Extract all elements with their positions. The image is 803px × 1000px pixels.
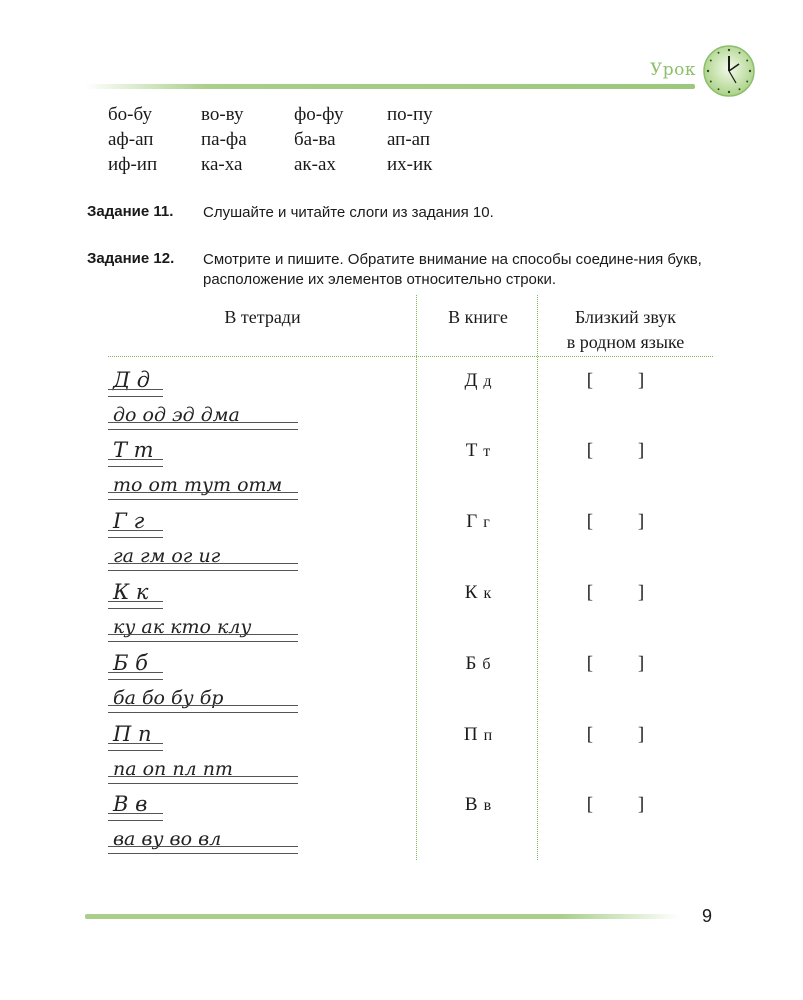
sound-brackets: [ ]	[586, 724, 665, 745]
syllable: ап-ап	[387, 129, 431, 150]
sound-brackets: [ ]	[586, 511, 665, 532]
ruled-line	[108, 530, 163, 538]
table-row	[0, 574, 803, 644]
sound-brackets: [ ]	[586, 440, 665, 461]
sound-brackets: [ ]	[586, 794, 665, 815]
sound-brackets: [ ]	[586, 370, 665, 391]
ruled-line	[108, 634, 298, 642]
syllable-row	[108, 127, 480, 152]
book-lower: в	[483, 797, 492, 814]
task-label: Задание 11.	[87, 203, 174, 220]
table-row	[0, 645, 803, 715]
cursive-words: га гм ог иг	[113, 545, 221, 567]
ruled-line	[108, 563, 298, 571]
table-row	[0, 786, 803, 856]
syllable: ба-ва	[294, 129, 336, 150]
book-upper: П	[463, 724, 478, 745]
cursive-words: то от тут отм	[113, 474, 283, 496]
cursive-letters: П п	[113, 722, 152, 746]
cursive-letters: Б б	[113, 651, 148, 675]
cursive-words: до од эд дма	[113, 404, 240, 426]
book-letters	[420, 724, 536, 746]
ruled-line	[108, 601, 163, 609]
syllable-row	[108, 102, 480, 127]
ruled-line	[108, 422, 298, 430]
task-11	[87, 203, 723, 223]
syllable: во-ву	[201, 104, 244, 125]
header-line: Близкий звук	[574, 307, 677, 327]
syllable: по-пу	[387, 104, 433, 125]
cursive-words: ва ву во вл	[113, 828, 222, 850]
ruled-line	[108, 705, 298, 713]
cursive-words: па оп пл пт	[113, 758, 233, 780]
column-header-book: В книге	[448, 307, 508, 327]
book-upper: Г	[466, 511, 478, 532]
table-row	[0, 432, 803, 502]
header-line: в родном языке	[566, 332, 685, 352]
book-letters	[420, 794, 536, 816]
cursive-letters: Т т	[113, 438, 154, 462]
sound-brackets: [ ]	[586, 653, 665, 674]
cursive-letters: Г г	[113, 509, 145, 533]
task-text: Смотрите и пишите. Обратите внимание на способы соедине-ния букв, расположение их элементов относительно строки.	[203, 251, 702, 288]
task-12	[87, 250, 723, 290]
book-letters	[420, 440, 536, 462]
syllable: бо-бу	[108, 104, 152, 125]
ruled-line	[108, 846, 298, 854]
book-lower: п	[483, 727, 493, 744]
cursive-letters: В в	[113, 792, 148, 816]
ruled-line	[108, 389, 163, 397]
cursive-words: ку ак кто клу	[113, 616, 252, 638]
book-letters	[420, 511, 536, 533]
table-row	[0, 362, 803, 432]
book-lower: б	[482, 656, 491, 673]
syllable: ка-ха	[201, 154, 243, 175]
cursive-letters: Д д	[113, 368, 151, 392]
book-upper: Т	[465, 440, 478, 461]
book-lower: д	[483, 373, 492, 390]
lesson-label: Урок	[650, 60, 697, 80]
column-header-native-sound	[538, 305, 713, 355]
book-lower: г	[483, 514, 490, 531]
header-divider	[85, 84, 695, 89]
book-upper: Б	[465, 653, 477, 674]
syllable: их-ик	[387, 154, 433, 175]
syllable: фо-фу	[294, 104, 344, 125]
book-upper: Д	[464, 370, 478, 391]
book-lower: т	[483, 443, 491, 460]
book-letters	[420, 653, 536, 675]
ruled-line	[108, 743, 163, 751]
ruled-line	[108, 776, 298, 784]
table-row	[0, 716, 803, 786]
syllable-grid	[108, 102, 480, 177]
column-header-notebook: В тетради	[224, 307, 301, 327]
book-letters	[420, 370, 536, 392]
syllable: иф-ип	[108, 154, 158, 175]
ruled-line	[108, 672, 163, 680]
syllable: ак-ах	[294, 154, 336, 175]
syllable: па-фа	[201, 129, 247, 150]
page-number: 9	[702, 906, 713, 926]
book-upper: К	[464, 582, 478, 603]
task-text: Слушайте и читайте слоги из задания 10.	[203, 204, 494, 221]
table-row	[0, 503, 803, 573]
table-header-divider	[108, 356, 713, 357]
task-label: Задание 12.	[87, 250, 175, 267]
book-upper: В	[464, 794, 478, 815]
cursive-words: ба бо бу бр	[113, 687, 224, 709]
footer-divider	[85, 914, 680, 919]
cursive-letters: К к	[113, 580, 149, 604]
book-lower: к	[483, 585, 492, 602]
ruled-line	[108, 459, 163, 467]
ruled-line	[108, 813, 163, 821]
clock-icon	[702, 44, 756, 98]
sound-brackets: [ ]	[586, 582, 665, 603]
syllable-row	[108, 152, 480, 177]
book-letters	[420, 582, 536, 604]
syllable: аф-ап	[108, 129, 154, 150]
ruled-line	[108, 492, 298, 500]
